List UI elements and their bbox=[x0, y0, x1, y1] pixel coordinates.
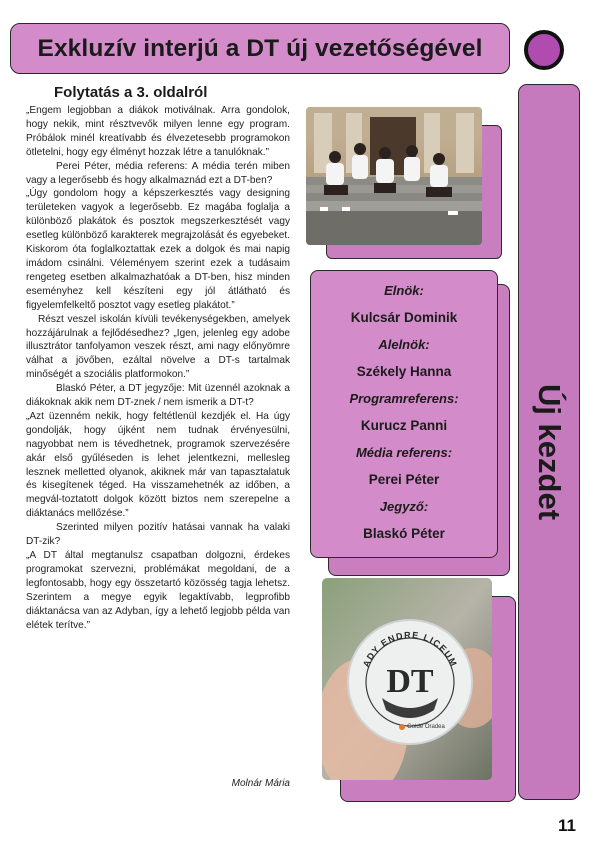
role-name: Kulcsár Dominik bbox=[350, 310, 458, 325]
sponsor-logo-icon bbox=[399, 724, 405, 730]
article-paragraph: „Úgy gondolom hogy a képszerkesztés vagy designing területeken vagyok a legerősebb. Ez magába foglalja a különböző plakátok és posztok megszerkesztését vagy esetleg különböző karakterek megrajzolását és egyebeket. Kiskorom óta foglalkoztattak ezek a dolgok és mai napig imádom csinálni. Véleményem szerint ezek a tudásaim rengeteg esetben alkalmazhatóak a DT-ben, hisz minden eseményhez kell készíteni egy jól átlátható és figyelemfelkeltő posztot vagy esetleg plakátot.” bbox=[26, 188, 290, 311]
article-paragraph: Perei Péter, média referens: A média terén miben vagy a legerősebb és hogy alkalmaznád ezt a DT-ben? bbox=[26, 160, 290, 186]
group-photo-illustration bbox=[306, 107, 482, 245]
header-title-bar bbox=[10, 23, 510, 74]
article-paragraph: Szerinted milyen pozitív hatásai vannak ha valaki DT-zik? bbox=[26, 522, 290, 548]
group-photo bbox=[306, 107, 482, 245]
role-label: Jegyző: bbox=[379, 499, 429, 514]
badge-photo bbox=[322, 578, 492, 780]
board-roster bbox=[310, 270, 498, 558]
group-photo-frame bbox=[306, 107, 488, 247]
badge-footer-text: Golde Oradea bbox=[407, 724, 445, 730]
decorative-circle bbox=[524, 30, 564, 70]
side-title: Új kezdet bbox=[532, 383, 567, 521]
board-roster-frame bbox=[310, 270, 500, 570]
role-name: Blaskó Péter bbox=[363, 526, 445, 541]
badge-illustration bbox=[322, 578, 492, 780]
role-label: Programreferens: bbox=[349, 391, 459, 406]
role-label: Média referens: bbox=[355, 445, 453, 460]
article-body bbox=[26, 104, 290, 632]
article-paragraph: Blaskó Péter, a DT jegyzője: Mit üzennél azoknak a diákoknak akik nem DT-znek / nem ismerik a DT-t? bbox=[26, 383, 290, 409]
badge-center-text: DT bbox=[386, 663, 434, 700]
badge-photo-frame bbox=[322, 578, 502, 798]
author-signature: Molnár Mária bbox=[231, 778, 290, 789]
role-name: Kurucz Panni bbox=[360, 418, 448, 433]
article-paragraph: „A DT által megtanulsz csapatban dolgozni, érdekes programokat szervezni, problémákat megoldani, de a legfontosabb, hogy egy összetartó közösség tagja lehetsz. Szerintem a megye egyik legaktívabb, legprofibb diáktanácsa van az Adyban, így a lehető legjobb példa van elétek terítve.” bbox=[26, 550, 290, 631]
page-title: Exkluzív interjú a DT új vezetőségével bbox=[37, 35, 483, 62]
continued-label: Folytatás a 3. oldalról bbox=[54, 84, 208, 101]
role-label: Alelnök: bbox=[378, 337, 430, 352]
role-name: Perei Péter bbox=[368, 472, 440, 487]
page-number: 11 bbox=[558, 816, 576, 835]
role-label: Elnök: bbox=[384, 283, 424, 298]
article-paragraph: Részt veszel iskolán kívüli tevékenységekben, amelyek hozzájárulnak a fejlődésedhez? „Igen, jelenleg egy adobe illusztrátor tanfolyamon veszek részt, ami nagy előnyömre válhat a jövőben, ezáltal növelve a DT-s tartalmak minőségét a szociális platformokon.” bbox=[26, 313, 290, 381]
badge-ring-text: ADY ENDRE LICEUM bbox=[360, 629, 460, 669]
role-name: Székely Hanna bbox=[356, 364, 452, 379]
article-paragraph: „Engem legjobban a diákok motiválnak. Arra gondolok, hogy nekik, mint résztvevők milyen lenne egy program. Próbálok minél kreatívabb és élvezetesebb programokon ötletelni, hogy egy élményt hozzak létre a tanulóknak.” bbox=[26, 105, 290, 158]
article-paragraph: „Azt üzenném nekik, hogy feltétlenül kezdjék el. Ha úgy gondolják, hogy újként nem tudnak érvényesülni, nagyobbat nem is tévedhetnek, programok szervezésére akár első gyűléseden is lehet jelentkezni, mellesleg lesznek melletted olyanok, akiknek már van tapasztalatuk és kisegítenek téged. Ha visszamehetnék az időben, a megvál-toztatott dolgok között biztos nem szerepelne a diáktanács mellőzése.” bbox=[26, 410, 290, 520]
